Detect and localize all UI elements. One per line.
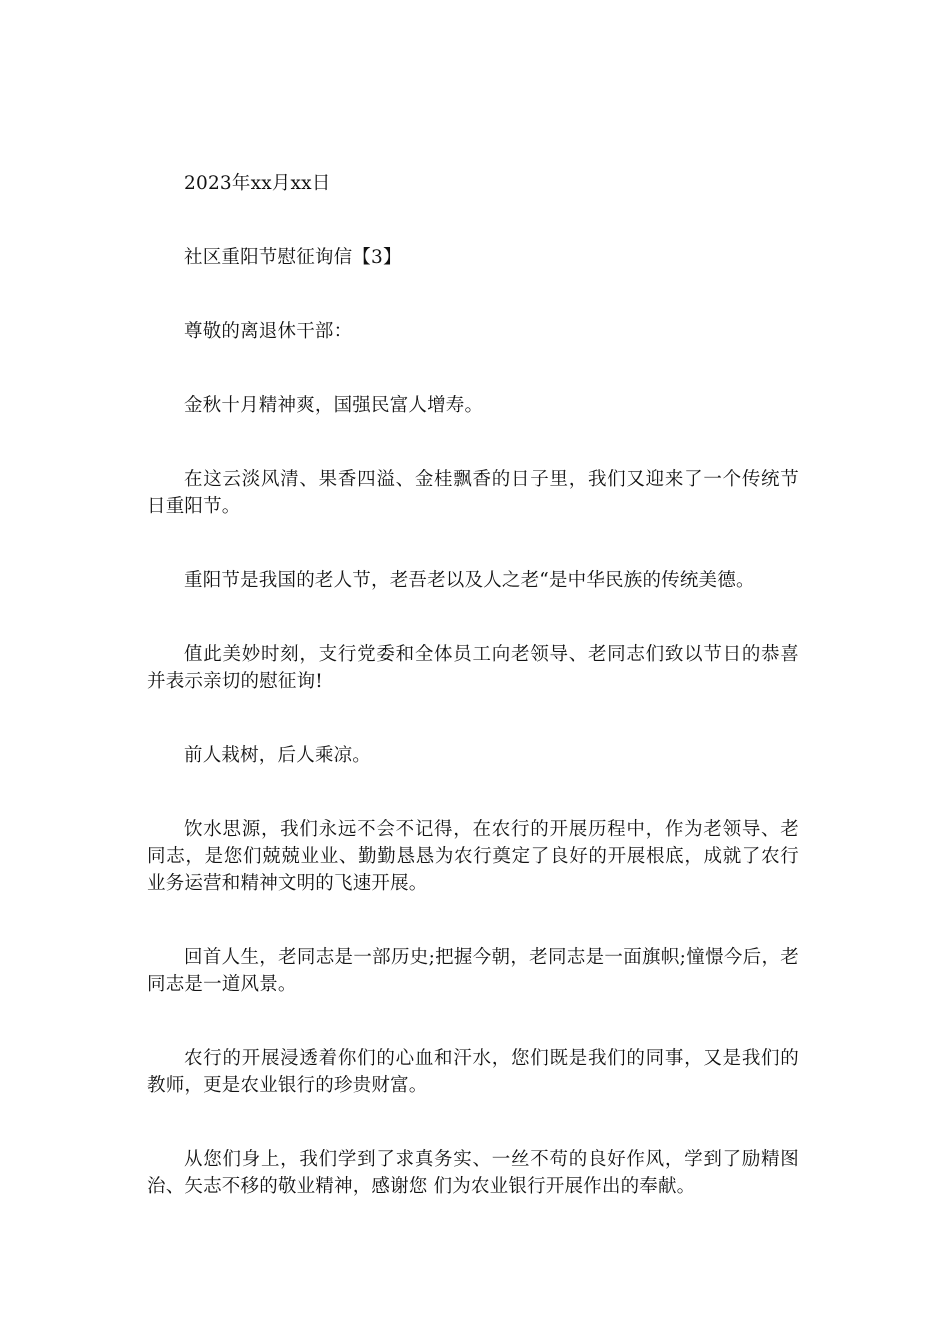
body-paragraph: 从您们身上，我们学到了求真务实、一丝不苟的良好作风，学到了励精图治、矢志不移的敬业精神，感谢您 们为农业银行开展作出的奉献。 [147, 1149, 799, 1197]
body-paragraph: 回首人生，老同志是一部历史;把握今朝，老同志是一面旗帜;憧憬今后，老同志是一道风景。 [147, 947, 799, 995]
body-paragraph: 金秋十月精神爽，国强民富人增寿。 [184, 395, 484, 416]
body-paragraph: 在这云淡风清、果香四溢、金桂飘香的日子里，我们又迎来了一个传统节日重阳节。 [147, 469, 799, 517]
document-body [147, 170, 799, 1247]
letter-salutation: 尊敬的离退休干部： [184, 321, 353, 342]
body-paragraph: 值此美妙时刻，支行党委和全体员工向老领导、老同志们致以节日的恭喜并表示亲切的慰征询! [147, 644, 799, 692]
letter-date: 2023年xx月xx日 [184, 173, 331, 194]
body-paragraph: 农行的开展浸透着你们的心血和汗水，您们既是我们的同事，又是我们的教师，更是农业银行的珍贵财富。 [147, 1048, 799, 1096]
body-paragraph: 前人栽树，后人乘凉。 [184, 745, 372, 766]
body-paragraph: 饮水思源，我们永远不会不记得，在农行的开展历程中，作为老领导、老同志，是您们兢兢业业、勤勤恳恳为农行奠定了良好的开展根底，成就了农行业务运营和精神文明的飞速开展。 [147, 819, 799, 894]
body-paragraph: 重阳节是我国的老人节，老吾老以及人之老“是中华民族的传统美德。 [184, 570, 755, 591]
letter-heading: 社区重阳节慰征询信【3】 [184, 247, 402, 268]
